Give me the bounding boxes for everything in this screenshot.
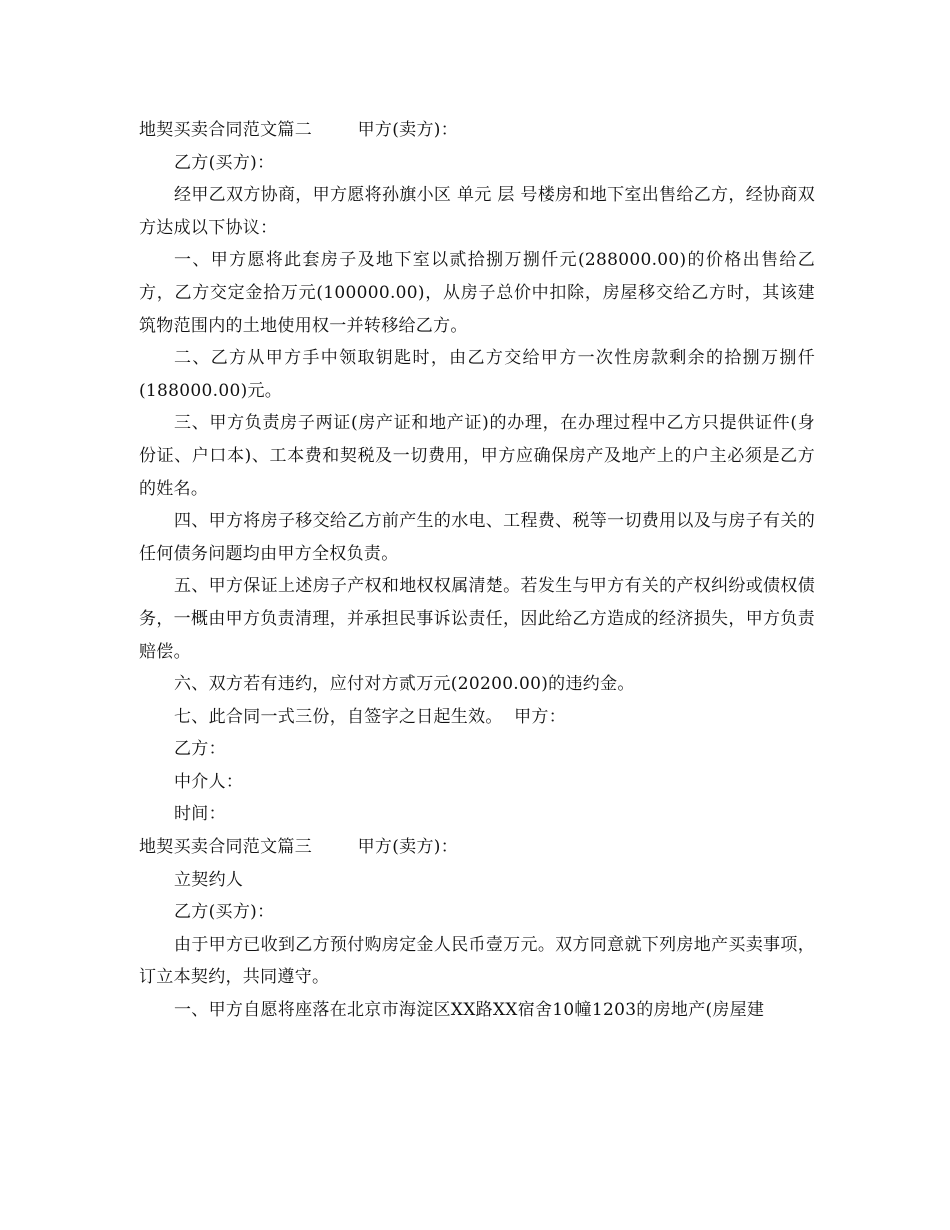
paragraph: 乙方(买方)： <box>174 902 275 923</box>
paragraph: 六、双方若有违约，应付对方贰万元(20200.00)的违约金。 <box>174 674 635 695</box>
paragraph: 一、甲方自愿将座落在北京市海淀区XX路XX宿舍10幢1203的房地产(房屋建 <box>174 1000 765 1021</box>
signature-line-agent: 中介人： <box>174 771 244 792</box>
paragraph: 五、甲方保证上述房子产权和地权权属清楚。若发生与甲方有关的产权纠纷或债权债务，一概由甲方负责清理，并承担民事诉讼责任，因此给乙方造成的经济损失，甲方负责赔偿。 <box>139 576 815 662</box>
paragraph: 三、甲方负责房子两证(房产证和地产证)的办理，在办理过程中乙方只提供证件(身份证、户口本)、工本费和契税及一切费用，甲方应确保房产及地产上的户主必须是乙方的姓名。 <box>139 413 815 499</box>
signature-line-party-b: 乙方： <box>174 739 226 760</box>
document-body <box>139 114 815 1027</box>
paragraph: 乙方(买方)： <box>174 152 275 173</box>
paragraph: 立契约人 <box>174 869 244 890</box>
paragraph-heading-2: 地契买卖合同范文篇二 甲方(卖方)： <box>139 120 458 140</box>
paragraph: 经甲乙双方协商，甲方愿将孙旗小区 单元 层 号楼房和地下室出售给乙方，经协商双方达成以下协议： <box>139 185 815 238</box>
signature-line-date: 时间： <box>174 804 226 825</box>
paragraph: 一、甲方愿将此套房子及地下室以贰拾捌万捌仟元(288000.00)的价格出售给乙方，乙方交定金拾万元(100000.00)，从房子总价中扣除，房屋移交给乙方时，其该建筑物范围内的土地使用权一并转移给乙方。 <box>139 250 815 336</box>
paragraph: 由于甲方已收到乙方预付购房定金人民币壹万元。双方同意就下列房地产买卖事项，订立本契约，共同遵守。 <box>139 934 815 988</box>
paragraph: 四、甲方将房子移交给乙方前产生的水电、工程费、税等一切费用以及与房子有关的任何债务问题均由甲方全权负责。 <box>139 511 815 564</box>
paragraph: 二、乙方从甲方手中领取钥匙时，由乙方交给甲方一次性房款剩余的拾捌万捌仟(188000.00)元。 <box>139 348 815 401</box>
paragraph: 七、此合同一式三份，自签字之日起生效。 甲方： <box>174 706 567 727</box>
paragraph-heading-3: 地契买卖合同范文篇三 甲方(卖方)： <box>139 837 458 858</box>
